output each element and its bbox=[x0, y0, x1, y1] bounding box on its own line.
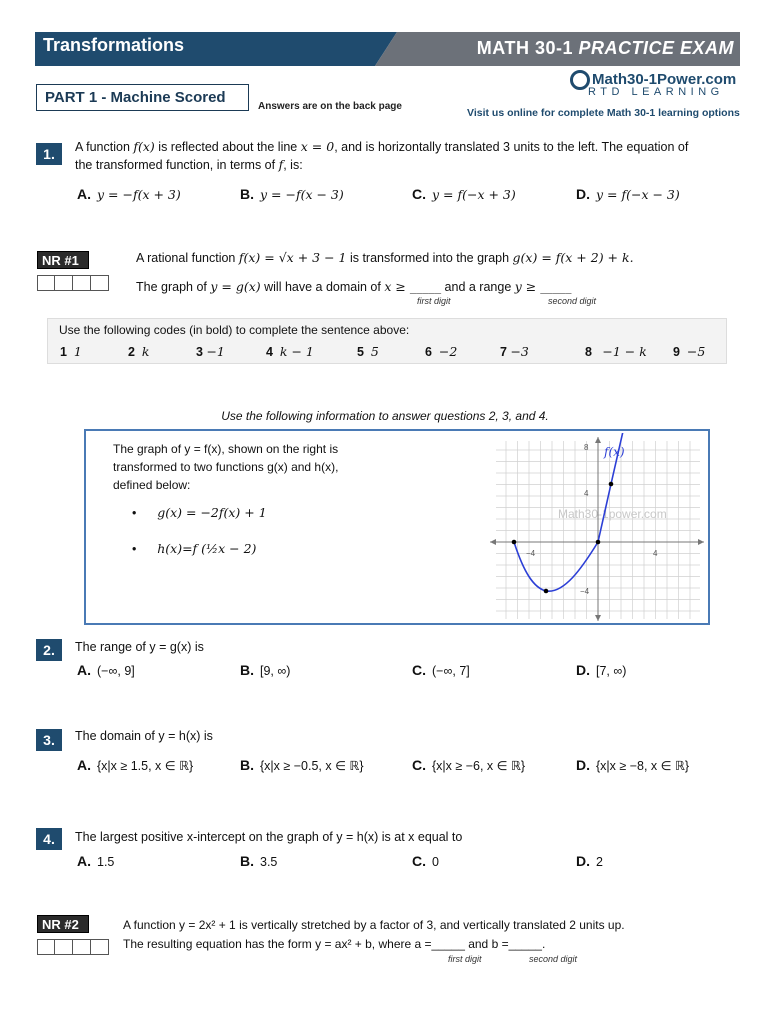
nr1-line1: A rational function f(x) = √x + 3 − 1 is transformed into the graph g(x) = f(x + 2) + k. bbox=[136, 250, 634, 265]
q1-option-b[interactable]: B. y = −f(x − 3) bbox=[240, 186, 344, 202]
codes-intro: Use the following codes (in bold) to complete the sentence above: bbox=[59, 323, 410, 337]
y-axis-arrow-up bbox=[595, 437, 601, 443]
code-item: 1 1 bbox=[60, 344, 82, 359]
nr1-line2: The graph of y = g(x) will have a domain of x ≥ _____ and a range y ≥ _____ bbox=[136, 279, 572, 294]
y-axis-arrow-down bbox=[595, 615, 601, 621]
header-banner bbox=[35, 32, 740, 66]
nr2-label: NR #2 bbox=[37, 915, 89, 933]
graph-point bbox=[512, 540, 517, 545]
x-tick-4: 4 bbox=[653, 549, 658, 558]
q4-option-a[interactable]: A. 1.5 bbox=[77, 853, 115, 869]
graph-point bbox=[544, 589, 549, 594]
q1-option-d[interactable]: D. y = f(−x − 3) bbox=[576, 186, 680, 202]
q4-option-b[interactable]: B. 3.5 bbox=[240, 853, 278, 869]
second-digit-label: second digit bbox=[529, 954, 578, 964]
visit-link[interactable]: Visit us online for complete Math 30-1 learning options bbox=[467, 107, 740, 119]
codes-box bbox=[47, 318, 727, 364]
curve-label: f(x) bbox=[604, 445, 625, 459]
info-box bbox=[84, 429, 710, 625]
q4-text: The largest positive x-intercept on the graph of y = h(x) is at x equal to bbox=[75, 830, 463, 844]
q1-text: A function f(x) is reflected about the line x = 0, and is horizontally translated 3 units to the left. The equation of the transformed function, in terms of f, is: bbox=[75, 139, 689, 172]
y-tick-neg4: −4 bbox=[580, 587, 590, 596]
q4-option-c[interactable]: C. 0 bbox=[412, 853, 439, 869]
question-number: 3. bbox=[36, 729, 62, 751]
q3-option-b[interactable]: B. {x|x ≥ −0.5, x ∈ ℝ} bbox=[240, 757, 364, 773]
bullet-h: • h(x)=f (½x − 2) bbox=[132, 541, 257, 556]
question-number: 1. bbox=[36, 143, 62, 165]
q3-option-a[interactable]: A. {x|x ≥ 1.5, x ∈ ℝ} bbox=[77, 757, 194, 773]
q2-text: The range of y = g(x) is bbox=[75, 640, 204, 654]
question-number: 4. bbox=[36, 828, 62, 850]
q2-option-d[interactable]: D. [7, ∞) bbox=[576, 662, 627, 678]
q1-option-c[interactable]: C. y = f(−x + 3) bbox=[412, 186, 516, 202]
code-item: 4 k − 1 bbox=[266, 344, 314, 359]
info-text: The graph of y = f(x), shown on the right is transformed to two functions g(x) and h(x), defined below: bbox=[113, 442, 339, 492]
q2-option-a[interactable]: A. (−∞, 9] bbox=[77, 662, 135, 678]
graph-point bbox=[609, 482, 614, 487]
x-axis-arrow-right bbox=[698, 539, 704, 545]
site-logo: Math30-1Power.com bbox=[570, 70, 736, 90]
q3-option-c[interactable]: C. {x|x ≥ −6, x ∈ ℝ} bbox=[412, 757, 526, 773]
q4-option-d[interactable]: D. 2 bbox=[576, 853, 603, 869]
watermark: Math30-1power.com bbox=[558, 507, 667, 521]
x-axis-arrow-left bbox=[490, 539, 496, 545]
y-tick-4: 4 bbox=[584, 489, 589, 498]
second-digit-label: second digit bbox=[548, 296, 597, 306]
nr2-answer-boxes[interactable] bbox=[37, 939, 109, 955]
code-item: 6 −2 bbox=[425, 344, 458, 359]
logo-subtitle: RTD LEARNING bbox=[588, 86, 724, 98]
code-item: 3 −1 bbox=[196, 344, 225, 359]
q2-option-b[interactable]: B. [9, ∞) bbox=[240, 662, 291, 678]
x-tick-neg4: −4 bbox=[526, 549, 536, 558]
y-tick-8: 8 bbox=[584, 443, 589, 452]
nr2-line2: The resulting equation has the form y = ax² + b, where a =_____ and b =_____. bbox=[123, 937, 546, 951]
nr1-label: NR #1 bbox=[37, 251, 89, 269]
q1-option-a[interactable]: A. y = −f(x + 3) bbox=[77, 186, 181, 202]
part-label: PART 1 - Machine Scored bbox=[36, 84, 249, 111]
graph-point bbox=[596, 540, 601, 545]
function-graph bbox=[486, 433, 708, 623]
q3-option-d[interactable]: D. {x|x ≥ −8, x ∈ ℝ} bbox=[576, 757, 690, 773]
question-number: 2. bbox=[36, 639, 62, 661]
code-item: 7 −3 bbox=[500, 344, 529, 359]
page-title: Transformations bbox=[43, 35, 185, 55]
bullet-g: • g(x) = −2f(x) + 1 bbox=[132, 505, 267, 520]
nr2-line1: A function y = 2x² + 1 is vertically stretched by a factor of 3, and vertically translated 2 units up. bbox=[123, 918, 625, 932]
code-item: 8 −1 − k bbox=[585, 344, 647, 359]
power-icon bbox=[570, 70, 590, 90]
code-item: 9 −5 bbox=[673, 344, 706, 359]
nr1-answer-boxes[interactable] bbox=[37, 275, 109, 291]
q2-option-c[interactable]: C. (−∞, 7] bbox=[412, 662, 470, 678]
code-item: 5 5 bbox=[357, 344, 379, 359]
answers-note: Answers are on the back page bbox=[258, 101, 402, 112]
code-item: 2 k bbox=[128, 344, 150, 359]
first-digit-label: first digit bbox=[417, 296, 451, 306]
exam-title: MATH 30-1 PRACTICE EXAM bbox=[476, 38, 734, 58]
q3-text: The domain of y = h(x) is bbox=[75, 729, 213, 743]
info-heading: Use the following information to answer questions 2, 3, and 4. bbox=[221, 409, 549, 423]
first-digit-label: first digit bbox=[448, 954, 482, 964]
